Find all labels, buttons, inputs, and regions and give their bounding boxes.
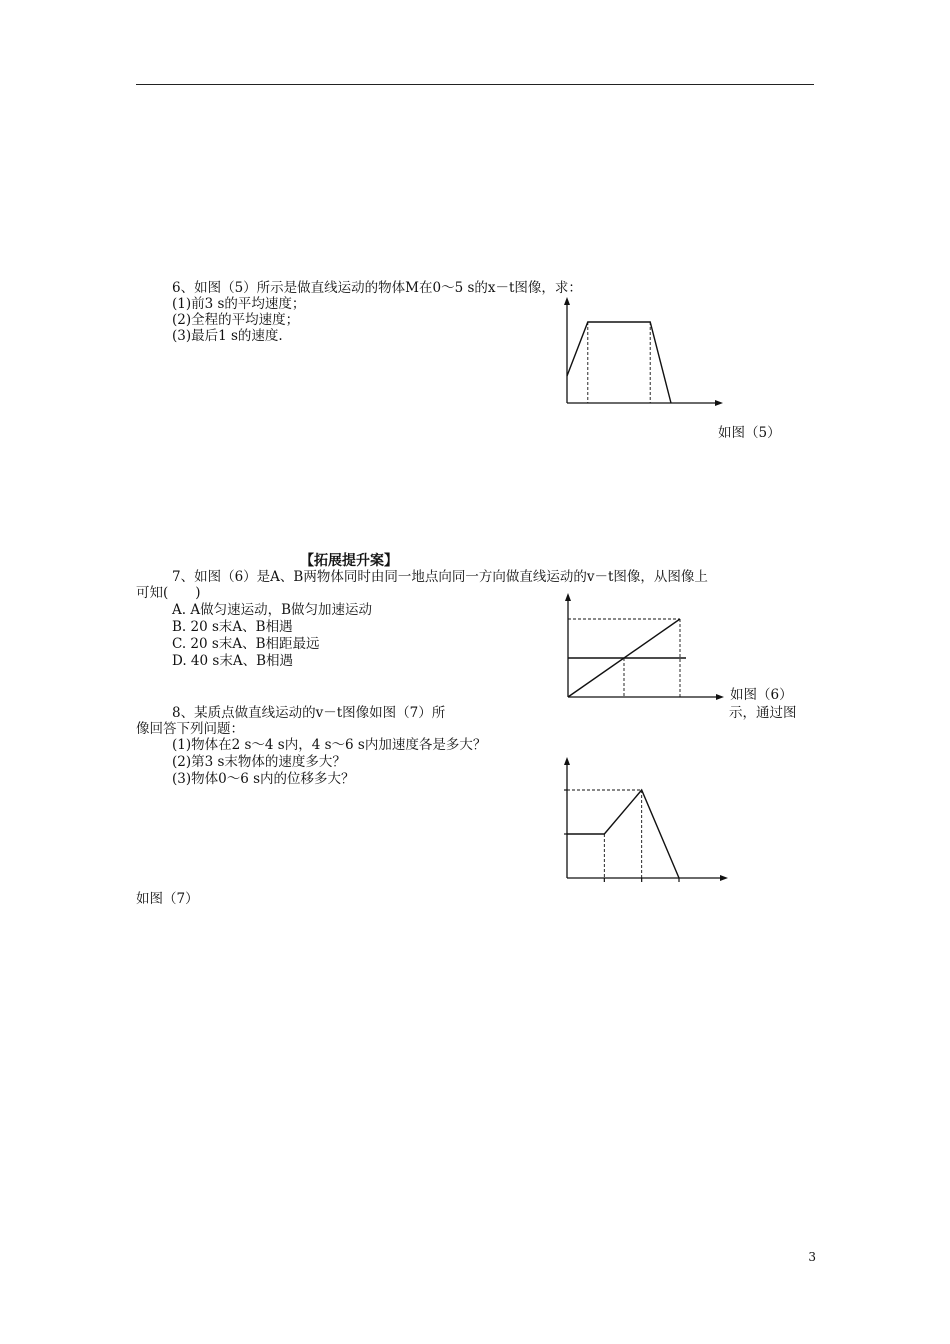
- q8-item-3: (3)物体0～6 s内的位移多大？: [172, 771, 355, 787]
- chart2-series-line-0: [567, 790, 679, 878]
- header-rule: [136, 84, 814, 85]
- q6-item-1: (1)前3 s的平均速度；: [172, 296, 306, 312]
- page-number: 3: [808, 1250, 816, 1264]
- q6-item-2: (2)全程的平均速度；: [172, 312, 300, 328]
- q6-stem: 6、如图（5）所示是做直线运动的物体M在0～5 s的x－t图像，求：: [172, 280, 582, 296]
- chart0-y-arrow: [564, 297, 570, 305]
- chart1-y-arrow: [565, 593, 571, 601]
- q8-item-2: (2)第3 s末物体的速度多大？: [172, 754, 346, 770]
- q8-stem-line1-right: 示，通过图: [729, 705, 797, 721]
- chart-fig6: [540, 592, 720, 717]
- q8-stem-line1-left: 8、某质点做直线运动的v－t图像如图（7）所: [172, 705, 446, 721]
- q7-option-b: B. 20 s末A、B相遇: [172, 619, 293, 635]
- q8-stem-line2: 像回答下列问题：: [136, 721, 244, 737]
- chart2-x-arrow: [720, 875, 728, 881]
- q7-option-c: C. 20 s末A、B相距最远: [172, 636, 320, 652]
- chart-fig5: [530, 295, 720, 425]
- q7-caption: 如图（6）: [730, 687, 793, 703]
- q7-option-d: D. 40 s末A、B相遇: [172, 653, 293, 669]
- chart-fig7: [540, 752, 720, 902]
- q8-caption: 如图（7）: [136, 891, 199, 907]
- chart1-x-arrow: [716, 694, 724, 700]
- chart0-x-arrow: [715, 400, 723, 406]
- chart2-y-arrow: [564, 757, 570, 765]
- chart0-series-line-0: [567, 322, 671, 403]
- section-heading: 【拓展提升案】: [300, 553, 398, 569]
- q6-caption: 如图（5）: [718, 425, 781, 441]
- q7-option-a: A. A做匀速运动，B做匀加速运动: [172, 602, 373, 618]
- q6-item-3: (3)最后1 s的速度.: [172, 328, 283, 344]
- q8-item-1: (1)物体在2 s～4 s内，4 s～6 s内加速度各是多大？: [172, 737, 487, 753]
- q7-stem-line1: 7、如图（6）是A、B两物体同时由同一地点向同一方向做直线运动的v－t图像，从图像上: [172, 569, 708, 585]
- q7-stem-line2: 可知( ): [136, 585, 201, 601]
